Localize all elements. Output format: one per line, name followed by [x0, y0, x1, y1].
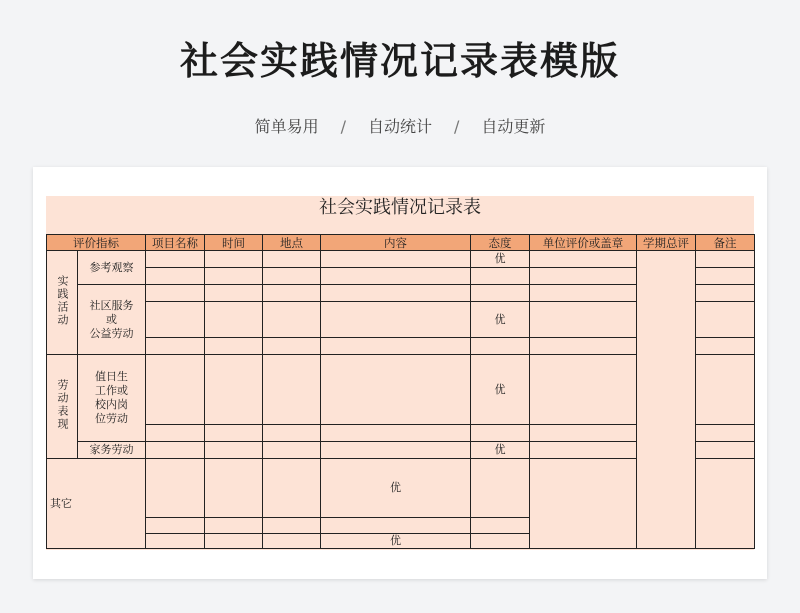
item-housework: 家务劳动: [78, 442, 146, 459]
separator: /: [340, 117, 346, 136]
header-location: 地点: [263, 235, 321, 251]
feature-tagline: [0, 114, 800, 137]
record-table: [46, 234, 755, 549]
header-content: 内容: [321, 235, 471, 251]
item-visit: 参考观察: [78, 251, 146, 285]
header-unit-evaluation: 单位评价或盖章: [530, 235, 637, 251]
item-duty-work: 值日生 工作或 校内岗 位劳动: [78, 355, 146, 442]
other-content-value: 优: [321, 534, 471, 549]
term-summary-cell: [637, 251, 696, 549]
feature-easy: 简单易用: [254, 117, 319, 136]
header-remarks: 备注: [696, 235, 755, 251]
header-term-summary: 学期总评: [637, 235, 696, 251]
feature-auto-update: 自动更新: [481, 117, 546, 136]
template-preview-card: [33, 167, 767, 579]
header-indicator: 评价指标: [47, 235, 146, 251]
attitude-value: 优: [471, 442, 530, 459]
attitude-value: 优: [471, 251, 530, 268]
attitude-value: 优: [471, 355, 530, 425]
table-row: [47, 251, 755, 268]
other-content-value: 优: [321, 459, 471, 518]
category-other: 其它: [47, 459, 146, 549]
header-project-name: 项目名称: [146, 235, 205, 251]
category-practice: 实践活动: [47, 251, 78, 355]
attitude-value: 优: [471, 302, 530, 338]
header-time: 时间: [205, 235, 263, 251]
item-community-service: 社区服务 或 公益劳动: [78, 285, 146, 355]
record-sheet: [46, 196, 754, 550]
category-labor: 劳动表现: [47, 355, 78, 459]
page-title: 社会实践情况记录表模版: [179, 39, 620, 83]
feature-auto-stat: 自动统计: [367, 117, 432, 136]
separator: /: [454, 117, 460, 136]
sheet-title: 社会实践情况记录表: [319, 197, 481, 218]
header-attitude: 态度: [471, 235, 530, 251]
table-header-row: [47, 235, 755, 251]
